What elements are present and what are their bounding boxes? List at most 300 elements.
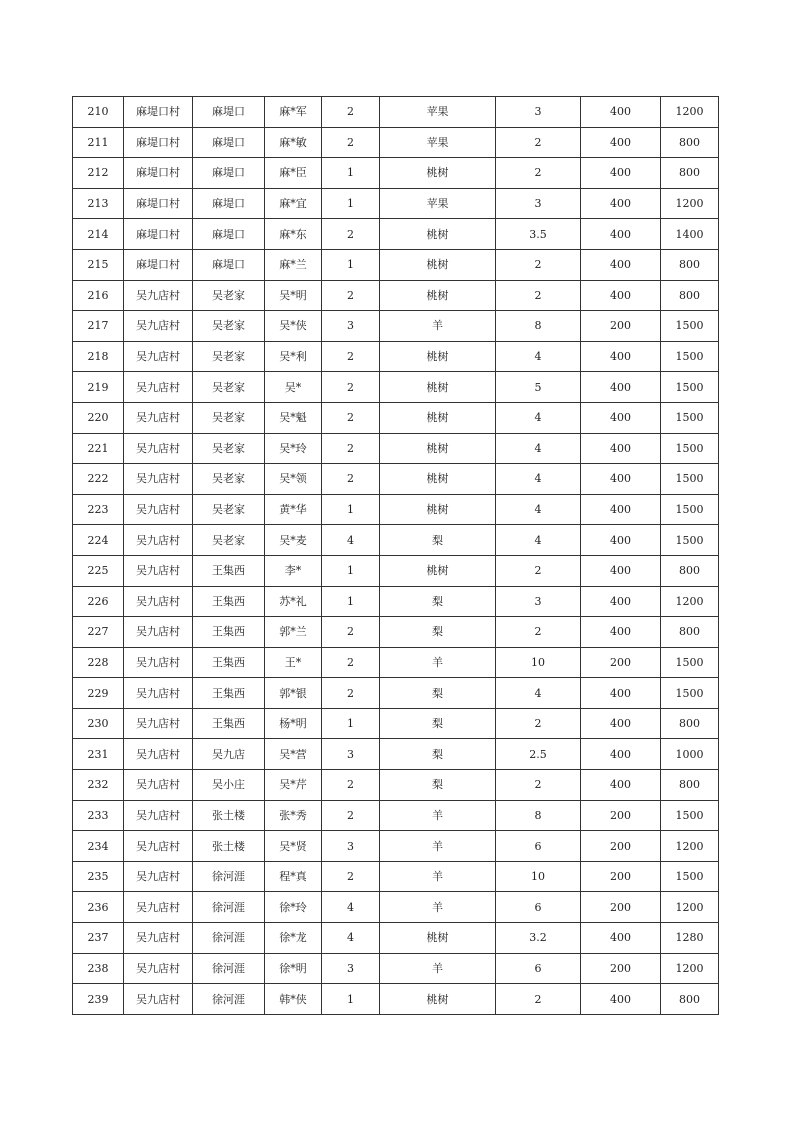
household-size-cell: 4: [322, 892, 380, 923]
name-cell: 郭*银: [265, 678, 322, 709]
hamlet-cell: 麻堤口: [193, 219, 265, 250]
amount-cell: 1000: [661, 739, 719, 770]
amount-cell: 1200: [661, 97, 719, 128]
hamlet-cell: 徐河涯: [193, 953, 265, 984]
quantity-cell: 6: [496, 892, 581, 923]
unit-price-cell: 400: [581, 341, 661, 372]
table-row: [73, 158, 719, 189]
name-cell: 黄*华: [265, 494, 322, 525]
unit-price-cell: 400: [581, 494, 661, 525]
unit-price-cell: 400: [581, 97, 661, 128]
row-number-cell: 223: [73, 494, 124, 525]
table-row: [73, 831, 719, 862]
village-cell: 吴九店村: [124, 433, 193, 464]
amount-cell: 1400: [661, 219, 719, 250]
unit-price-cell: 400: [581, 219, 661, 250]
table-row: [73, 188, 719, 219]
household-size-cell: 3: [322, 953, 380, 984]
household-size-cell: 2: [322, 372, 380, 403]
amount-cell: 1500: [661, 402, 719, 433]
project-cell: 羊: [380, 647, 496, 678]
amount-cell: 800: [661, 158, 719, 189]
household-size-cell: 2: [322, 647, 380, 678]
hamlet-cell: 麻堤口: [193, 188, 265, 219]
village-cell: 吴九店村: [124, 923, 193, 954]
hamlet-cell: 吴九店: [193, 739, 265, 770]
table-row: [73, 555, 719, 586]
village-cell: 麻堤口村: [124, 158, 193, 189]
project-cell: 梨: [380, 708, 496, 739]
village-cell: 吴九店村: [124, 402, 193, 433]
quantity-cell: 2: [496, 127, 581, 158]
quantity-cell: 8: [496, 800, 581, 831]
village-cell: 吴九店村: [124, 341, 193, 372]
unit-price-cell: 400: [581, 127, 661, 158]
row-number-cell: 217: [73, 311, 124, 342]
unit-price-cell: 200: [581, 831, 661, 862]
name-cell: 苏*礼: [265, 586, 322, 617]
hamlet-cell: 麻堤口: [193, 158, 265, 189]
village-cell: 吴九店村: [124, 770, 193, 801]
name-cell: 吴*侠: [265, 311, 322, 342]
hamlet-cell: 吴老家: [193, 280, 265, 311]
unit-price-cell: 400: [581, 555, 661, 586]
village-cell: 吴九店村: [124, 494, 193, 525]
amount-cell: 1500: [661, 433, 719, 464]
household-size-cell: 1: [322, 555, 380, 586]
unit-price-cell: 400: [581, 158, 661, 189]
name-cell: 麻*宜: [265, 188, 322, 219]
name-cell: 张*秀: [265, 800, 322, 831]
hamlet-cell: 麻堤口: [193, 127, 265, 158]
project-cell: 梨: [380, 739, 496, 770]
table-row: [73, 219, 719, 250]
unit-price-cell: 400: [581, 708, 661, 739]
village-cell: 吴九店村: [124, 525, 193, 556]
unit-price-cell: 200: [581, 311, 661, 342]
household-size-cell: 2: [322, 678, 380, 709]
name-cell: 吴*麦: [265, 525, 322, 556]
table-row: [73, 97, 719, 128]
village-cell: 麻堤口村: [124, 219, 193, 250]
row-number-cell: 224: [73, 525, 124, 556]
village-cell: 吴九店村: [124, 984, 193, 1015]
quantity-cell: 5: [496, 372, 581, 403]
row-number-cell: 210: [73, 97, 124, 128]
village-cell: 吴九店村: [124, 831, 193, 862]
name-cell: 徐*明: [265, 953, 322, 984]
quantity-cell: 10: [496, 861, 581, 892]
project-cell: 梨: [380, 770, 496, 801]
unit-price-cell: 400: [581, 617, 661, 648]
row-number-cell: 234: [73, 831, 124, 862]
amount-cell: 800: [661, 127, 719, 158]
village-cell: 吴九店村: [124, 800, 193, 831]
table-row: [73, 923, 719, 954]
project-cell: 羊: [380, 953, 496, 984]
amount-cell: 1280: [661, 923, 719, 954]
name-cell: 麻*敏: [265, 127, 322, 158]
unit-price-cell: 400: [581, 402, 661, 433]
row-number-cell: 231: [73, 739, 124, 770]
quantity-cell: 2: [496, 708, 581, 739]
amount-cell: 1500: [661, 678, 719, 709]
table-row: [73, 617, 719, 648]
unit-price-cell: 400: [581, 770, 661, 801]
row-number-cell: 230: [73, 708, 124, 739]
quantity-cell: 4: [496, 525, 581, 556]
name-cell: 杨*明: [265, 708, 322, 739]
village-cell: 吴九店村: [124, 708, 193, 739]
hamlet-cell: 吴老家: [193, 433, 265, 464]
unit-price-cell: 400: [581, 586, 661, 617]
amount-cell: 800: [661, 249, 719, 280]
household-size-cell: 2: [322, 800, 380, 831]
project-cell: 羊: [380, 831, 496, 862]
unit-price-cell: 200: [581, 953, 661, 984]
unit-price-cell: 400: [581, 525, 661, 556]
table-row: [73, 586, 719, 617]
amount-cell: 1200: [661, 953, 719, 984]
project-cell: 羊: [380, 892, 496, 923]
name-cell: 麻*军: [265, 97, 322, 128]
household-size-cell: 2: [322, 861, 380, 892]
row-number-cell: 232: [73, 770, 124, 801]
quantity-cell: 8: [496, 311, 581, 342]
quantity-cell: 2: [496, 555, 581, 586]
hamlet-cell: 吴老家: [193, 372, 265, 403]
project-cell: 桃树: [380, 341, 496, 372]
project-cell: 桃树: [380, 433, 496, 464]
amount-cell: 1500: [661, 372, 719, 403]
quantity-cell: 10: [496, 647, 581, 678]
row-number-cell: 215: [73, 249, 124, 280]
name-cell: 郭*兰: [265, 617, 322, 648]
project-cell: 梨: [380, 678, 496, 709]
quantity-cell: 2: [496, 158, 581, 189]
amount-cell: 800: [661, 555, 719, 586]
quantity-cell: 6: [496, 831, 581, 862]
project-cell: 梨: [380, 586, 496, 617]
village-cell: 吴九店村: [124, 372, 193, 403]
quantity-cell: 3: [496, 188, 581, 219]
amount-cell: 800: [661, 770, 719, 801]
household-size-cell: 2: [322, 770, 380, 801]
project-cell: 桃树: [380, 555, 496, 586]
name-cell: 吴*魁: [265, 402, 322, 433]
village-cell: 吴九店村: [124, 280, 193, 311]
quantity-cell: 2.5: [496, 739, 581, 770]
name-cell: 吴*领: [265, 464, 322, 495]
name-cell: 麻*兰: [265, 249, 322, 280]
unit-price-cell: 400: [581, 280, 661, 311]
name-cell: 李*: [265, 555, 322, 586]
hamlet-cell: 吴老家: [193, 311, 265, 342]
amount-cell: 1200: [661, 586, 719, 617]
project-cell: 梨: [380, 617, 496, 648]
amount-cell: 800: [661, 280, 719, 311]
unit-price-cell: 400: [581, 678, 661, 709]
data-table: [72, 96, 719, 1015]
household-size-cell: 1: [322, 249, 380, 280]
household-size-cell: 2: [322, 280, 380, 311]
row-number-cell: 235: [73, 861, 124, 892]
name-cell: 麻*东: [265, 219, 322, 250]
name-cell: 吴*: [265, 372, 322, 403]
row-number-cell: 221: [73, 433, 124, 464]
household-size-cell: 3: [322, 311, 380, 342]
row-number-cell: 216: [73, 280, 124, 311]
row-number-cell: 226: [73, 586, 124, 617]
amount-cell: 1200: [661, 831, 719, 862]
name-cell: 程*真: [265, 861, 322, 892]
name-cell: 吴*玲: [265, 433, 322, 464]
amount-cell: 1500: [661, 525, 719, 556]
quantity-cell: 3: [496, 97, 581, 128]
amount-cell: 800: [661, 708, 719, 739]
amount-cell: 1500: [661, 861, 719, 892]
row-number-cell: 229: [73, 678, 124, 709]
amount-cell: 1500: [661, 341, 719, 372]
table-row: [73, 861, 719, 892]
hamlet-cell: 徐河涯: [193, 984, 265, 1015]
row-number-cell: 213: [73, 188, 124, 219]
hamlet-cell: 王集西: [193, 678, 265, 709]
household-size-cell: 3: [322, 739, 380, 770]
row-number-cell: 214: [73, 219, 124, 250]
table-row: [73, 402, 719, 433]
table-row: [73, 341, 719, 372]
project-cell: 桃树: [380, 249, 496, 280]
village-cell: 吴九店村: [124, 678, 193, 709]
village-cell: 吴九店村: [124, 892, 193, 923]
project-cell: 羊: [380, 800, 496, 831]
household-size-cell: 1: [322, 188, 380, 219]
village-cell: 吴九店村: [124, 464, 193, 495]
household-size-cell: 2: [322, 433, 380, 464]
household-size-cell: 2: [322, 127, 380, 158]
row-number-cell: 225: [73, 555, 124, 586]
project-cell: 苹果: [380, 127, 496, 158]
village-cell: 吴九店村: [124, 953, 193, 984]
village-cell: 吴九店村: [124, 647, 193, 678]
household-size-cell: 1: [322, 708, 380, 739]
project-cell: 桃树: [380, 923, 496, 954]
quantity-cell: 3.2: [496, 923, 581, 954]
amount-cell: 1500: [661, 311, 719, 342]
household-size-cell: 1: [322, 984, 380, 1015]
household-size-cell: 4: [322, 525, 380, 556]
table-row: [73, 525, 719, 556]
table-row: [73, 953, 719, 984]
project-cell: 羊: [380, 861, 496, 892]
unit-price-cell: 400: [581, 188, 661, 219]
project-cell: 桃树: [380, 464, 496, 495]
table-row: [73, 372, 719, 403]
amount-cell: 800: [661, 617, 719, 648]
project-cell: 苹果: [380, 188, 496, 219]
unit-price-cell: 400: [581, 249, 661, 280]
name-cell: 吴*利: [265, 341, 322, 372]
household-size-cell: 2: [322, 219, 380, 250]
name-cell: 吴*营: [265, 739, 322, 770]
household-size-cell: 4: [322, 923, 380, 954]
village-cell: 麻堤口村: [124, 127, 193, 158]
unit-price-cell: 400: [581, 923, 661, 954]
hamlet-cell: 王集西: [193, 586, 265, 617]
table-row: [73, 280, 719, 311]
unit-price-cell: 400: [581, 984, 661, 1015]
project-cell: 羊: [380, 311, 496, 342]
hamlet-cell: 吴老家: [193, 341, 265, 372]
hamlet-cell: 徐河涯: [193, 861, 265, 892]
household-size-cell: 2: [322, 617, 380, 648]
project-cell: 梨: [380, 525, 496, 556]
unit-price-cell: 400: [581, 372, 661, 403]
quantity-cell: 4: [496, 494, 581, 525]
quantity-cell: 4: [496, 433, 581, 464]
row-number-cell: 211: [73, 127, 124, 158]
row-number-cell: 228: [73, 647, 124, 678]
project-cell: 桃树: [380, 984, 496, 1015]
amount-cell: 1200: [661, 188, 719, 219]
row-number-cell: 238: [73, 953, 124, 984]
unit-price-cell: 400: [581, 464, 661, 495]
hamlet-cell: 吴小庄: [193, 770, 265, 801]
household-size-cell: 1: [322, 158, 380, 189]
unit-price-cell: 400: [581, 433, 661, 464]
village-cell: 吴九店村: [124, 861, 193, 892]
name-cell: 吴*贤: [265, 831, 322, 862]
unit-price-cell: 200: [581, 800, 661, 831]
quantity-cell: 3: [496, 586, 581, 617]
hamlet-cell: 吴老家: [193, 525, 265, 556]
table-row: [73, 739, 719, 770]
quantity-cell: 2: [496, 280, 581, 311]
household-size-cell: 2: [322, 341, 380, 372]
household-size-cell: 1: [322, 586, 380, 617]
row-number-cell: 212: [73, 158, 124, 189]
name-cell: 徐*玲: [265, 892, 322, 923]
project-cell: 桃树: [380, 494, 496, 525]
table-row: [73, 678, 719, 709]
unit-price-cell: 400: [581, 739, 661, 770]
row-number-cell: 218: [73, 341, 124, 372]
name-cell: 吴*明: [265, 280, 322, 311]
name-cell: 吴*芹: [265, 770, 322, 801]
household-size-cell: 2: [322, 402, 380, 433]
table-row: [73, 770, 719, 801]
household-size-cell: 2: [322, 464, 380, 495]
amount-cell: 1200: [661, 892, 719, 923]
hamlet-cell: 吴老家: [193, 464, 265, 495]
amount-cell: 1500: [661, 464, 719, 495]
household-size-cell: 3: [322, 831, 380, 862]
quantity-cell: 3.5: [496, 219, 581, 250]
household-size-cell: 1: [322, 494, 380, 525]
project-cell: 桃树: [380, 158, 496, 189]
hamlet-cell: 王集西: [193, 555, 265, 586]
project-cell: 苹果: [380, 97, 496, 128]
hamlet-cell: 吴老家: [193, 494, 265, 525]
village-cell: 麻堤口村: [124, 249, 193, 280]
hamlet-cell: 吴老家: [193, 402, 265, 433]
quantity-cell: 2: [496, 984, 581, 1015]
project-cell: 桃树: [380, 372, 496, 403]
row-number-cell: 233: [73, 800, 124, 831]
project-cell: 桃树: [380, 280, 496, 311]
table-row: [73, 708, 719, 739]
amount-cell: 1500: [661, 800, 719, 831]
unit-price-cell: 200: [581, 892, 661, 923]
amount-cell: 1500: [661, 647, 719, 678]
row-number-cell: 239: [73, 984, 124, 1015]
village-cell: 吴九店村: [124, 311, 193, 342]
name-cell: 麻*臣: [265, 158, 322, 189]
quantity-cell: 2: [496, 617, 581, 648]
table-row: [73, 464, 719, 495]
quantity-cell: 4: [496, 678, 581, 709]
hamlet-cell: 王集西: [193, 647, 265, 678]
quantity-cell: 4: [496, 464, 581, 495]
quantity-cell: 4: [496, 402, 581, 433]
row-number-cell: 219: [73, 372, 124, 403]
table-row: [73, 249, 719, 280]
quantity-cell: 2: [496, 249, 581, 280]
name-cell: 徐*龙: [265, 923, 322, 954]
table-body: [73, 97, 719, 1015]
row-number-cell: 227: [73, 617, 124, 648]
table-row: [73, 127, 719, 158]
table-row: [73, 311, 719, 342]
village-cell: 吴九店村: [124, 555, 193, 586]
village-cell: 麻堤口村: [124, 188, 193, 219]
table-row: [73, 494, 719, 525]
project-cell: 桃树: [380, 219, 496, 250]
hamlet-cell: 徐河涯: [193, 923, 265, 954]
quantity-cell: 4: [496, 341, 581, 372]
hamlet-cell: 麻堤口: [193, 97, 265, 128]
table-row: [73, 800, 719, 831]
quantity-cell: 6: [496, 953, 581, 984]
table-row: [73, 892, 719, 923]
name-cell: 韩*侠: [265, 984, 322, 1015]
name-cell: 王*: [265, 647, 322, 678]
row-number-cell: 222: [73, 464, 124, 495]
village-cell: 吴九店村: [124, 617, 193, 648]
hamlet-cell: 张土楼: [193, 800, 265, 831]
village-cell: 吴九店村: [124, 739, 193, 770]
hamlet-cell: 王集西: [193, 617, 265, 648]
amount-cell: 800: [661, 984, 719, 1015]
unit-price-cell: 200: [581, 861, 661, 892]
row-number-cell: 237: [73, 923, 124, 954]
village-cell: 麻堤口村: [124, 97, 193, 128]
table-row: [73, 984, 719, 1015]
hamlet-cell: 王集西: [193, 708, 265, 739]
hamlet-cell: 麻堤口: [193, 249, 265, 280]
project-cell: 桃树: [380, 402, 496, 433]
village-cell: 吴九店村: [124, 586, 193, 617]
hamlet-cell: 徐河涯: [193, 892, 265, 923]
table-row: [73, 647, 719, 678]
quantity-cell: 2: [496, 770, 581, 801]
hamlet-cell: 张土楼: [193, 831, 265, 862]
table-row: [73, 433, 719, 464]
amount-cell: 1500: [661, 494, 719, 525]
row-number-cell: 220: [73, 402, 124, 433]
row-number-cell: 236: [73, 892, 124, 923]
